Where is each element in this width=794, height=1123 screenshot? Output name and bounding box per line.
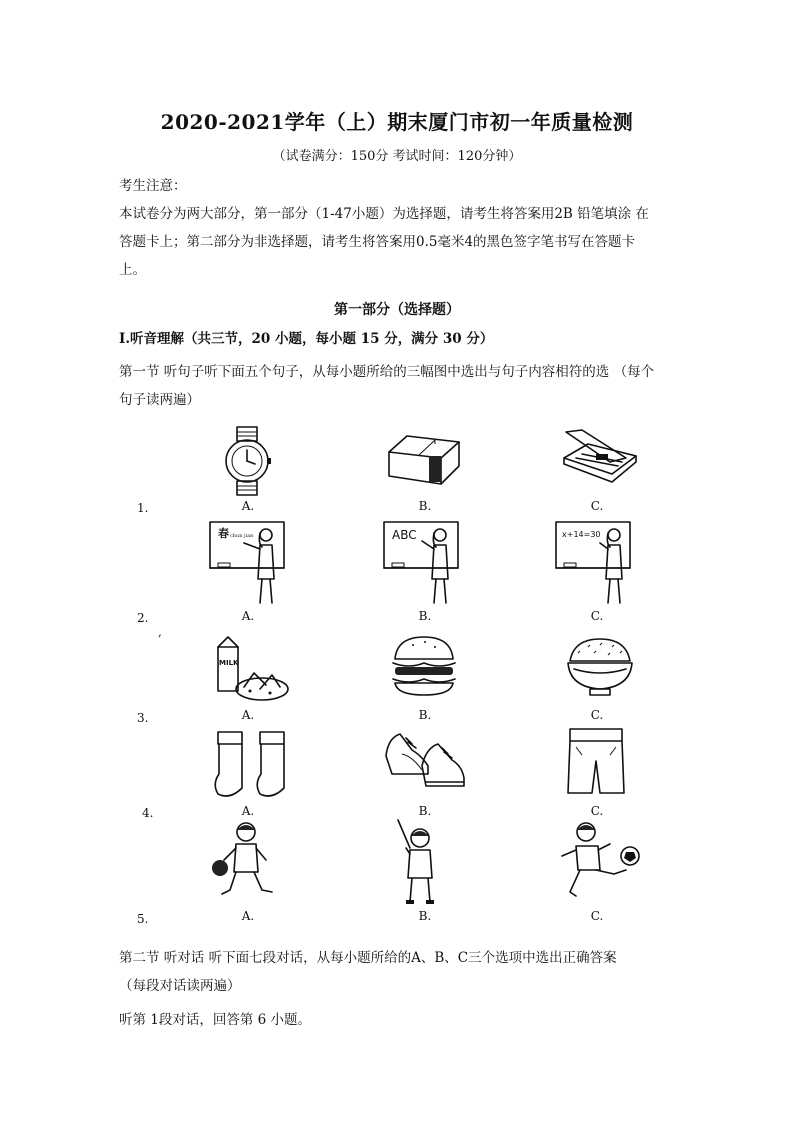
- watch-icon: [222, 426, 272, 496]
- question-number-3: 3.: [137, 711, 149, 725]
- q3-option-a[interactable]: A.: [241, 708, 255, 722]
- question-number-5: 5.: [137, 912, 149, 926]
- milk-bread-icon: [214, 635, 290, 703]
- teacher-math-icon: [554, 517, 634, 607]
- sneakers-icon: [382, 726, 468, 792]
- q4-option-b[interactable]: B.: [418, 804, 432, 818]
- rice-bowl-icon: [564, 633, 636, 699]
- q1-option-b[interactable]: B.: [418, 499, 432, 513]
- svg-text:春: 春: [218, 527, 229, 540]
- q3-option-b[interactable]: B.: [418, 708, 432, 722]
- svg-text:x+14=30: x+14=30: [562, 530, 601, 539]
- exam-page: 2020-2021学年（上）期末厦门市初一年质量检测 （试卷满分：150分 考试时间：120分钟） 考生注意： 本试卷分为两大部分，第一部分（1-47小题）为选择题，请考生将答案用2B 铅笔填涂 在 答题卡上；第二部分为非选择题，请考生将答案用0.5毫米4的黑色签字笔书写在答题卡 上。 第一部分（选择题） I.听音理解（共三节，20 小题，每小题 15 分，满分 30 分） 第一节 听句子听下面五个句子，从每小题所给的三幅图中选出与句子内容相符的选 （每个 句子读两遍） 1. A. B. C. 2. A. B. C. , 春 chun jian ABC x+14=30 3. A. B. C. MILK 4. A. B. C. 5. A. B. C. 第二节 听对话 听下面七段对话，从每小题所给的A、B、C三个选项中选出正确答案 （每段对话读两遍） 听第 1段对话，回答第 6 小题。: [0, 0, 794, 1123]
- section1-line-2: 句子读两遍）: [119, 392, 200, 408]
- basketball-boy-icon: [206, 820, 286, 904]
- q4-option-c[interactable]: C.: [590, 804, 604, 818]
- q1-option-a[interactable]: A.: [241, 499, 255, 513]
- q3-option-c[interactable]: C.: [590, 708, 604, 722]
- section2-line-1: 第二节 听对话 听下面七段对话，从每小题所给的A、B、C三个选项中选出正确答案: [119, 950, 617, 966]
- q2-option-b[interactable]: B.: [418, 609, 432, 623]
- section1-line-1: 第一节 听句子听下面五个句子，从每小题所给的三幅图中选出与句子内容相符的选 （每个: [119, 364, 655, 380]
- eraser-icon: [385, 430, 465, 490]
- q2-option-c[interactable]: C.: [590, 609, 604, 623]
- q5-option-a[interactable]: A.: [241, 909, 255, 923]
- notice-line-1: 本试卷分为两大部分，第一部分（1-47小题）为选择题，请考生将答案用2B 铅笔填涂 在: [119, 206, 649, 222]
- section2-line-3: 听第 1段对话，回答第 6 小题。: [119, 1012, 312, 1028]
- part1-title: 第一部分（选择题）: [334, 302, 460, 318]
- page-title: 2020-2021学年（上）期末厦门市初一年质量检测: [160, 110, 634, 134]
- teacher-english-icon: [382, 517, 462, 607]
- svg-text:MILK: MILK: [219, 659, 239, 667]
- q2-option-a[interactable]: A.: [241, 609, 255, 623]
- baseball-boy-icon: [388, 818, 448, 908]
- question-number-1: 1.: [137, 501, 149, 515]
- q1-option-c[interactable]: C.: [590, 499, 604, 513]
- notice-line-3: 上。: [119, 262, 146, 278]
- socks-icon: [210, 730, 294, 800]
- notice-label: 考生注意：: [119, 178, 187, 194]
- shorts-icon: [566, 727, 626, 797]
- q4-option-a[interactable]: A.: [241, 804, 255, 818]
- teacher-chinese-icon: [208, 517, 288, 607]
- section-heading: I.听音理解（共三节，20 小题，每小题 15 分，满分 30 分）: [119, 331, 494, 347]
- question-number-4: 4.: [142, 806, 154, 820]
- hamburger-icon: [389, 633, 459, 699]
- q5-option-c[interactable]: C.: [590, 909, 604, 923]
- page-subtitle: （试卷满分：150分 考试时间：120分钟）: [272, 149, 522, 164]
- q5-option-b[interactable]: B.: [418, 909, 432, 923]
- football-boy-icon: [556, 818, 642, 900]
- pencil-case-icon: [560, 428, 640, 486]
- question-number-2: 2.: [137, 611, 149, 625]
- section2-line-2: （每段对话读两遍）: [119, 978, 241, 994]
- svg-text:chun jian: chun jian: [230, 533, 254, 539]
- notice-line-2: 答题卡上；第二部分为非选择题，请考生将答案用0.5毫米4的黑色签字笔书写在答题卡: [119, 234, 636, 250]
- svg-text:ABC: ABC: [392, 528, 417, 542]
